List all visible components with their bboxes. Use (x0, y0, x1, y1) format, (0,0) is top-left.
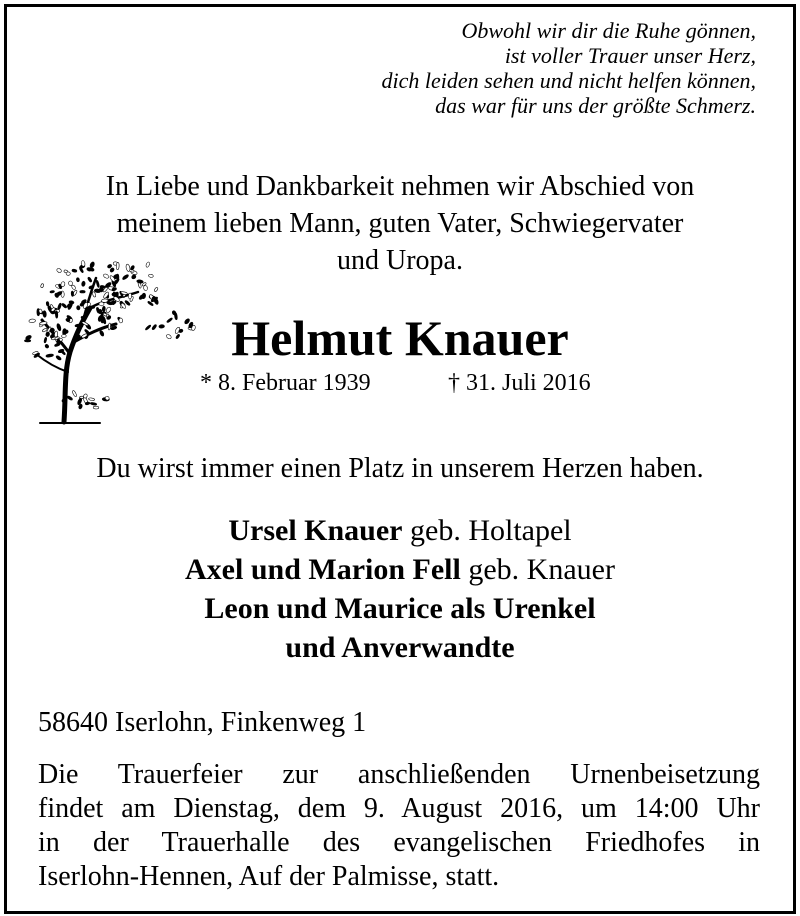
leaf-shape (99, 330, 105, 337)
family-suffix: geb. Holtapel (402, 514, 572, 547)
intro-line: meinem lieben Mann, guten Vater, Schwiegervater (116, 208, 684, 239)
family-list (0, 511, 800, 667)
leaf-shape (88, 397, 94, 400)
leaf-shape (96, 280, 100, 288)
leaf-shape (67, 395, 73, 400)
leaf-shape (103, 273, 110, 279)
leaf-shape (72, 269, 78, 273)
leaf-shape (166, 334, 172, 340)
leaf-shape (87, 277, 92, 283)
leaf-shape (60, 281, 65, 287)
poem-line: Obwohl wir dir die Ruhe gönnen, (461, 18, 756, 43)
leaf-shape (55, 355, 61, 361)
leaf-shape (56, 323, 62, 331)
death-date: † 31. Juli 2016 (448, 370, 591, 396)
family-line (0, 589, 800, 628)
leaf-shape (45, 332, 50, 337)
family-name: und Anverwandte (285, 631, 515, 664)
notice-line: findet am Dienstag, dem 9. August 2016, um 14:00 Uhr (38, 793, 760, 824)
leaf-shape (89, 261, 95, 268)
ceremony-notice (38, 758, 760, 894)
leaf-shape (61, 334, 66, 337)
address: 58640 Iserlohn, Finkenweg 1 (38, 707, 367, 738)
leaf-shape (72, 390, 77, 397)
leaf-shape (122, 274, 129, 281)
leaf-shape (116, 274, 119, 280)
leaf-shape (90, 402, 97, 406)
leaf-shape (44, 337, 47, 343)
family-name: Axel und Marion Fell (185, 553, 461, 586)
intro-line: und Uropa. (337, 245, 463, 276)
poem (382, 18, 757, 118)
leaf-shape (57, 339, 60, 346)
family-name: Leon und Maurice als Urenkel (204, 592, 596, 625)
leaf-shape (138, 293, 145, 300)
leaf-shape (166, 317, 173, 323)
family-line (0, 550, 800, 589)
motto: Du wirst immer einen Platz in unserem Herzen haben. (96, 453, 704, 484)
deceased-name: Helmut Knauer (231, 310, 569, 366)
leaf-shape (76, 305, 80, 310)
leaf-shape (29, 319, 36, 323)
leaf-shape (102, 306, 105, 312)
poem-line: das war für uns der größte Schmerz. (435, 93, 756, 118)
leaf-shape (128, 293, 131, 299)
leaf-shape (151, 324, 157, 330)
leaf-shape (159, 324, 165, 328)
leaf-shape (131, 274, 137, 279)
notice-line: Die Trauerfeier zur anschließenden Urnenbeisetzung (38, 759, 760, 790)
leaf-shape (90, 306, 95, 309)
leaf-shape (40, 283, 44, 288)
leaf-shape (56, 268, 62, 274)
leaf-shape (66, 272, 70, 276)
intro-line: In Liebe und Dankbarkeit nehmen wir Abschied von (105, 171, 695, 202)
leaf-shape (43, 311, 47, 318)
family-line (0, 628, 800, 667)
leaf-shape (143, 285, 148, 291)
leaf-shape (61, 303, 67, 309)
leaf-shape (101, 299, 108, 303)
birth-date: * 8. Februar 1939 (200, 370, 371, 396)
leaf-shape (81, 281, 85, 287)
leaf-shape (106, 306, 112, 313)
leaf-shape (175, 334, 180, 339)
leaf-shape (148, 274, 153, 278)
leaf-shape (50, 290, 55, 293)
leaf-shape (80, 290, 85, 293)
leaf-shape (154, 287, 159, 292)
family-line (0, 511, 800, 550)
leaf-shape (99, 287, 103, 292)
leaf-shape (125, 264, 130, 272)
leaf-shape (76, 277, 80, 282)
leaf-shape (71, 284, 76, 290)
family-suffix: geb. Knauer (460, 553, 615, 586)
family-name: Ursel Knauer (228, 514, 403, 547)
leaf-shape (145, 324, 152, 330)
leaf-shape (46, 354, 54, 358)
leaf-shape (57, 303, 62, 310)
tree-icon (20, 242, 200, 427)
leaf-shape (130, 265, 135, 271)
leaf-shape (145, 262, 150, 268)
leaf-shape (44, 344, 49, 349)
poem-line: dich leiden sehen und nicht helfen können, (381, 68, 756, 93)
leaf-shape (93, 406, 99, 409)
poem-line: ist voller Trauer unser Herz, (504, 43, 756, 68)
leaf-shape (153, 297, 159, 305)
leaf-shape (136, 279, 143, 283)
leaf-shape (116, 262, 119, 269)
leaf-shape (24, 340, 30, 342)
notice-line: in der Trauerhalle des evangelischen Friedhofes in (38, 827, 760, 858)
leaf-shape (71, 291, 74, 297)
leaf-shape (55, 311, 58, 319)
leaf-shape (119, 318, 123, 323)
notice-line: Iserlohn-Hennen, Auf der Palmisse, statt. (38, 861, 500, 892)
